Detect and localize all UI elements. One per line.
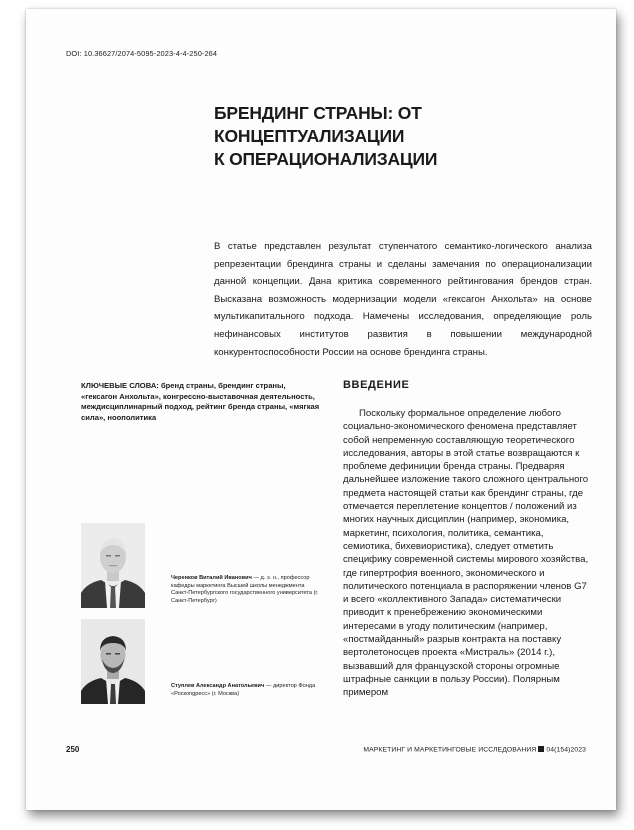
section-heading: ВВЕДЕНИЕ xyxy=(343,379,410,391)
keywords-text: бренд страны, брендинг страны, «гексагон Анхольта», конгрессно-выставочная деятельность, междисциплинарный подход, рейтинг бренда страны, «мягкая сила», ноополитика xyxy=(81,381,320,422)
author-photo-1 xyxy=(81,523,145,608)
author-details-2: — директор Фонда «Роскongресс» (г. Москва) xyxy=(171,683,316,697)
journal-footer xyxy=(363,746,586,754)
author-name-2: Ступлев Александр Анатольевич xyxy=(171,683,265,689)
author-info-2 xyxy=(171,683,321,698)
journal-name: МАРКЕТИНГ И МАРКЕТИНГОВЫЕ ИССЛЕДОВАНИЯ xyxy=(363,746,537,754)
square-separator-icon xyxy=(538,746,544,752)
author-details-1: — д. э. н., профессор кафедры маркетинга Высшей школы менеджмента Санкт-Петербургского государственного университета (г. Санкт-Петербург) xyxy=(171,575,319,604)
article-title xyxy=(214,102,604,171)
page-number: 250 xyxy=(66,745,80,754)
intro-paragraph: Поскольку формальное определение любого социально-экономического феномена представляет собой непременную составляющую теоретического исследования, авторы в этой статье возвращаются к проблеме дефиниции бренда страны. Предваряя дальнейшее изложение такого сложного центрального предмета настоящей статьи как брендинг страны, где отмечается переплетение концептов / положений из многих научных дисциплин (например, экономика, маркетинг, психология, политика, семантика, семиотика, бихевиористика), следует отметить специфику современной системы мирового хозяйства, где гипертрофия военного, экономического и политического потенциала в распоряжении членов G7 и всего «коллективного Запада» систематически приводит к пренебрежению экономическими интересами в угоду политическим (например, «постмайданный» разрыв контракта на поставку вертолетоносцев проекта «Мистраль» (2014 г.), вызвавший для французской стороны огромные штрафные санкции в пользу России). Полярным примером xyxy=(343,408,589,699)
author-photo-2 xyxy=(81,619,145,704)
journal-issue: 04(154)2023 xyxy=(546,746,586,754)
journal-page xyxy=(26,9,616,810)
abstract: В статье представлен результат ступенчатого семантико-логического анализа репрезентации брендинга страны и сделаны замечания по операционализации данной концепции. Дана критика современного рейтингования брендов стран. Высказана возможность модернизации модели «гексагон Анхольта» на основе мультикапитального подхода. Намечены исследования, определяющие роль нефинансовых институтов развития в повышении международной конкурентоспособности России на основе брендинга страны. xyxy=(214,241,592,358)
author-info-1 xyxy=(171,575,321,605)
keywords-block xyxy=(81,381,321,423)
author-name-1: Черенков Виталий Иванович xyxy=(171,575,252,581)
keywords-label: КЛЮЧЕВЫЕ СЛОВА: xyxy=(81,381,159,390)
title-line-2: К ОПЕРАЦИОНАЛИЗАЦИИ xyxy=(214,149,438,169)
title-line-1: БРЕНДИНГ СТРАНЫ: ОТ КОНЦЕПТУАЛИЗАЦИИ xyxy=(214,103,422,146)
doi-line: DOI: 10.36627/2074-5095-2023-4-4-250-264 xyxy=(66,49,218,58)
